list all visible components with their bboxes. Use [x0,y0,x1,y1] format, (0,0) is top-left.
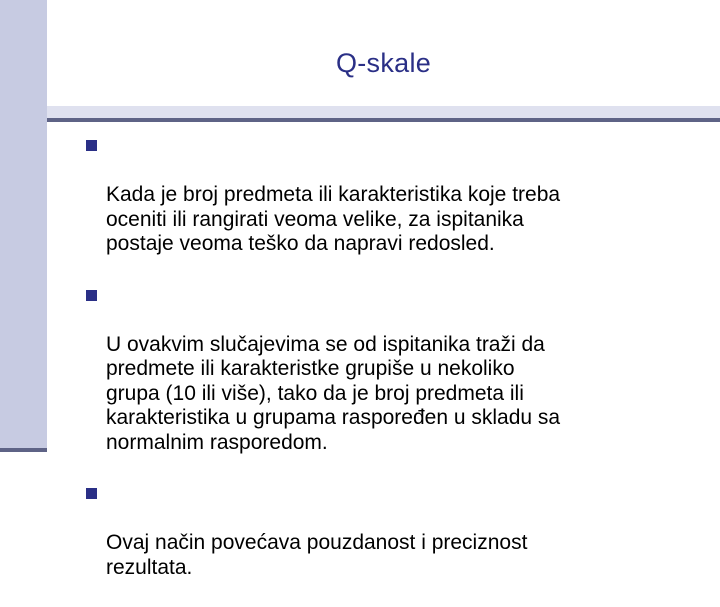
bullet-item-3 [86,482,686,580]
bullet-item-1 [86,134,686,257]
title-divider-dark [47,118,720,122]
left-decor-underline [0,448,47,452]
title-divider-light [47,106,720,118]
bullet-list [86,134,686,607]
bullet-text-3: Ovaj način povećava pouzdanost i preciznost rezultata. [106,531,528,579]
bullet-item-2 [86,284,686,456]
bullet-text-2: U ovakvim slučajevima se od ispitanika traži da predmete ili karakteristke grupiše u nekoliko grupa (10 ili više), tako da je broj predmeta ili karakteristika u grupama raspoređen u skladu sa normalnim rasporedom. [106,332,561,454]
square-bullet-icon [86,290,97,301]
square-bullet-icon [86,140,97,151]
bullet-text-1: Kada je broj predmeta ili karakteristika koje treba oceniti ili rangirati veoma velike, za ispitanika postaje veoma teško da napravi redosled. [106,183,561,255]
square-bullet-icon [86,488,97,499]
left-decor-bar [0,0,47,452]
slide-title: Q-skale [335,48,432,78]
